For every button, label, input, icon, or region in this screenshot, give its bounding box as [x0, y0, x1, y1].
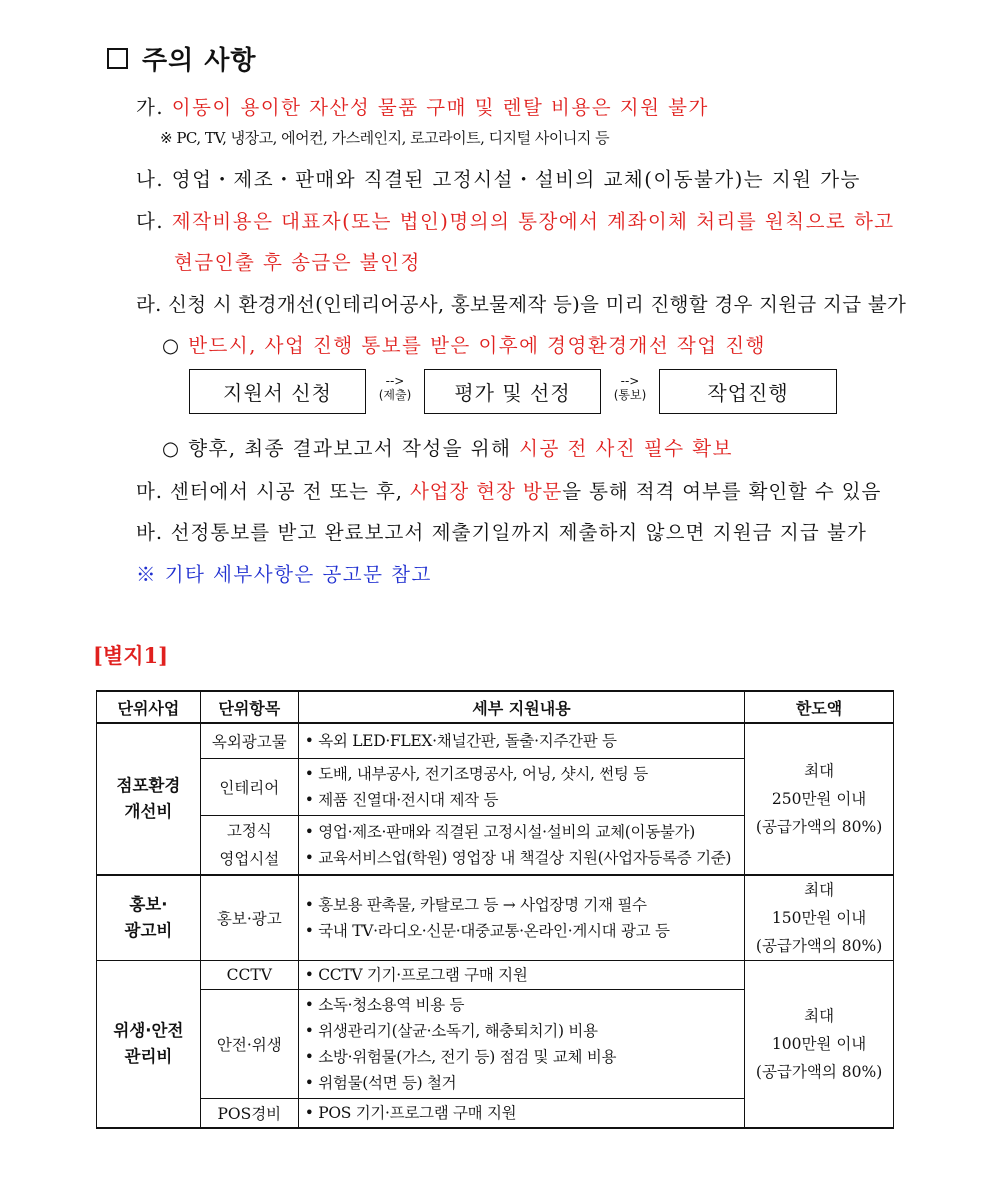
group-name-line: 개선비	[124, 802, 173, 821]
item-marker: 라.	[136, 293, 162, 316]
detail-line: • 홍보용 판촉물, 카탈로그 등 → 사업장명 기재 필수	[304, 896, 647, 914]
table-row	[97, 723, 894, 759]
table-row	[97, 875, 894, 961]
group-name	[97, 875, 201, 961]
flow-arrow-submit	[372, 374, 418, 402]
flow-step-apply: 지원서 신청	[189, 369, 366, 414]
limit-line: 250만원 이내	[771, 790, 867, 808]
item-ma-text: 센터에서 시공 전 또는 후,	[169, 480, 403, 503]
item-ra-bullet1-text: 반드시, 사업 진행 통보를 받은 이후에 경영환경개선 작업 진행	[188, 334, 766, 357]
item-marker: 가.	[136, 96, 165, 119]
circle-bullet-icon: ○	[162, 437, 181, 460]
limit-line: 최대	[804, 881, 835, 899]
flow-arrow-label: (제출)	[378, 388, 412, 402]
group-name	[97, 723, 201, 875]
detail-cell	[298, 875, 744, 961]
item-ma-text-post: 을 통해 적격 여부를 확인할 수 있음	[562, 480, 882, 503]
detail-line: • 옥외 LED·FLEX·채널간판, 돌출·지주간판 등	[304, 732, 617, 750]
item-ra-text: 신청 시 환경개선(인테리어공사, 홍보물제작 등)을 미리 진행할 경우 지원금 지급 불가	[168, 293, 907, 316]
item-ra-bullet2	[162, 433, 733, 461]
detail-cell	[298, 816, 744, 876]
detail-line: • 국내 TV·라디오·신문·대중교통·온라인·게시대 광고 등	[304, 922, 670, 940]
detail-cell	[298, 759, 744, 816]
item-na	[136, 164, 861, 192]
flow-step-work: 작업진행	[659, 369, 837, 414]
header-unit-business: 단위사업	[97, 691, 201, 723]
item-ra-bullet2-highlight: 시공 전 사진 필수 확보	[519, 437, 733, 460]
item-ra	[136, 289, 906, 317]
section-title-text: 주의 사항	[142, 46, 257, 76]
unit-item: 홍보·광고	[200, 875, 298, 961]
support-table	[96, 690, 894, 1129]
unit-item: POS경비	[200, 1099, 298, 1129]
unit-item	[200, 816, 298, 876]
group-name-line: 광고비	[124, 921, 173, 940]
table-header-row	[97, 691, 894, 723]
group-name-line: 관리비	[124, 1047, 173, 1066]
detail-line: • 제품 진열대·전시대 제작 등	[304, 791, 499, 809]
item-ga	[136, 92, 709, 120]
right-arrow-icon: -->	[620, 374, 640, 388]
unit-item: 인테리어	[200, 759, 298, 816]
flow-arrow-notify	[607, 374, 653, 402]
detail-line: • 위험물(석면 등) 철거	[304, 1074, 457, 1092]
detail-line: • 소방·위험물(가스, 전기 등) 점검 및 교체 비용	[304, 1048, 617, 1066]
limit-line: (공급가액의 80%)	[755, 1063, 883, 1081]
detail-line: • 위생관리기(살균·소독기, 해충퇴치기) 비용	[304, 1022, 598, 1040]
detail-line: • 도배, 내부공사, 전기조명공사, 어닝, 샷시, 썬팅 등	[304, 765, 648, 783]
header-unit-item: 단위항목	[200, 691, 298, 723]
item-ba-text: 선정통보를 받고 완료보고서 제출기일까지 제출하지 않으면 지원금 지급 불가	[170, 521, 867, 544]
item-marker: 바.	[136, 521, 164, 544]
limit-cell	[745, 875, 894, 961]
limit-line: 150만원 이내	[771, 909, 867, 927]
unit-item: 안전·위생	[200, 990, 298, 1099]
unit-item-line: 고정식	[226, 822, 272, 840]
flow-step-select: 평가 및 선정	[424, 369, 601, 414]
detail-line: • POS 기기·프로그램 구매 지원	[304, 1104, 517, 1122]
item-marker: 마.	[136, 480, 163, 503]
limit-line: 최대	[804, 1007, 835, 1025]
reference-note: ※ 기타 세부사항은 공고문 참고	[136, 563, 432, 586]
flow-arrow-label: (통보)	[613, 388, 647, 402]
item-ma	[136, 476, 881, 504]
detail-cell	[298, 961, 744, 990]
limit-line: (공급가액의 80%)	[755, 937, 883, 955]
item-ma-highlight: 사업장 현장 방문	[409, 480, 563, 503]
unit-item: CCTV	[200, 961, 298, 990]
item-ba	[136, 517, 867, 545]
item-ra-bullet2-text: 향후, 최종 결과보고서 작성을 위해	[188, 437, 512, 460]
unit-item: 옥외광고물	[200, 723, 298, 759]
item-da	[136, 206, 895, 234]
circle-bullet-icon: ○	[162, 334, 181, 357]
item-da-text1: 제작비용은 대표자(또는 법인)명의의 통장에서 계좌이체 처리를 원칙으로 하고	[171, 210, 895, 233]
header-limit: 한도액	[745, 691, 894, 723]
item-ga-note: ※ PC, TV, 냉장고, 에어컨, 가스레인지, 로고라이트, 디지털 사이니지 등	[160, 129, 610, 147]
unit-item-line: 영업시설	[219, 850, 280, 868]
right-arrow-icon: -->	[385, 374, 405, 388]
detail-cell	[298, 1099, 744, 1129]
group-name-line: 홍보·	[129, 895, 168, 914]
checkbox-square-icon	[107, 48, 128, 69]
item-ra-bullet1	[162, 330, 766, 358]
limit-line: 최대	[804, 762, 835, 780]
item-marker: 나.	[136, 168, 165, 191]
detail-line: • 영업·제조·판매와 직결된 고정시설·설비의 교체(이동불가)	[304, 823, 695, 841]
detail-line: • CCTV 기기·프로그램 구매 지원	[304, 966, 528, 984]
group-name-line: 위생·안전	[113, 1021, 184, 1040]
limit-cell	[745, 961, 894, 1129]
item-da-text2: 현금인출 후 송금은 불인정	[174, 251, 421, 274]
item-ga-text: 이동이 용이한 자산성 물품 구매 및 렌탈 비용은 지원 불가	[171, 96, 709, 119]
detail-cell	[298, 990, 744, 1099]
header-details: 세부 지원내용	[298, 691, 744, 723]
detail-cell	[298, 723, 744, 759]
limit-line: (공급가액의 80%)	[755, 818, 883, 836]
table-row	[97, 961, 894, 990]
detail-line: • 소독·청소용역 비용 등	[304, 996, 465, 1014]
detail-line: • 교육서비스업(학원) 영업장 내 책걸상 지원(사업자등록증 기준)	[304, 849, 732, 867]
section-title	[107, 40, 257, 77]
annex-title: [별지1]	[93, 643, 169, 668]
limit-line: 100만원 이내	[771, 1035, 867, 1053]
group-name	[97, 961, 201, 1129]
limit-cell	[745, 723, 894, 875]
item-na-text: 영업・제조・판매와 직결된 고정시설・설비의 교체(이동불가)는 지원 가능	[171, 168, 861, 191]
group-name-line: 점포환경	[116, 776, 181, 795]
item-marker: 다.	[136, 210, 165, 233]
